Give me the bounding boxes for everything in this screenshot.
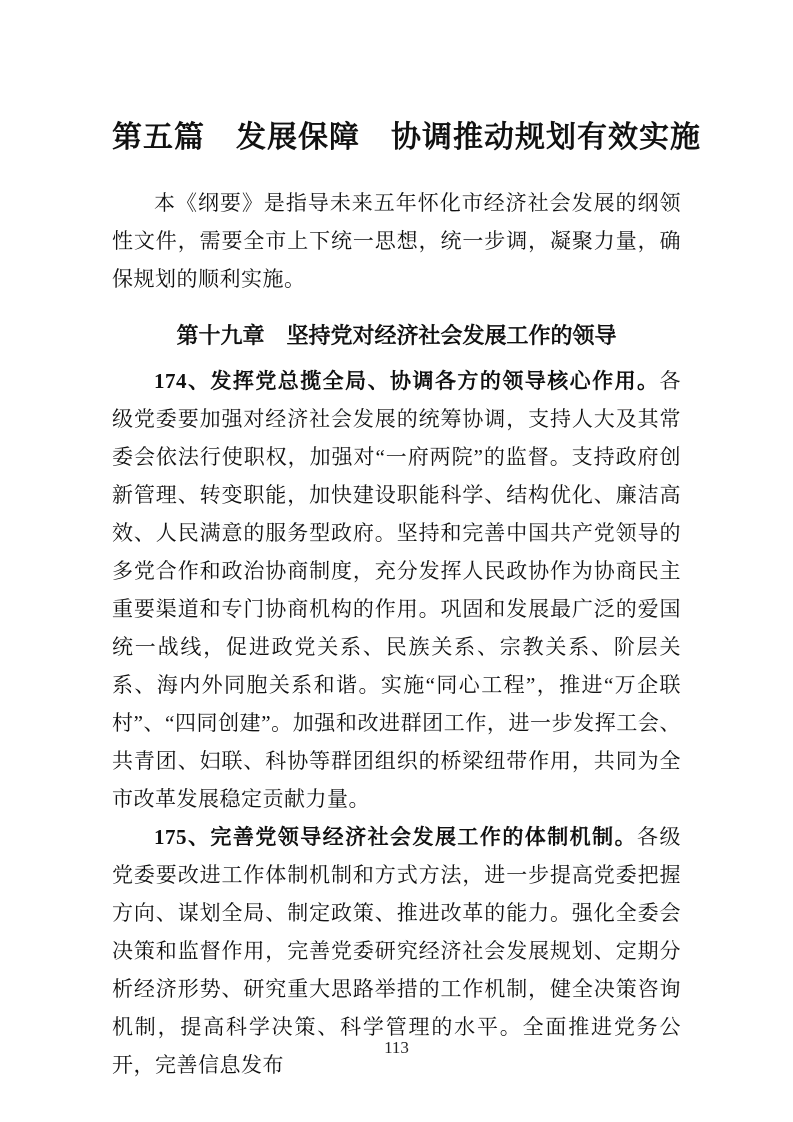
page-number: 113 [384,1038,409,1057]
paragraph-175-body: 各级党委要改进工作体制机制和方式方法，进一步提高党委把握方向、谋划全局、制定政策、推进改革的能力。强化全委会决策和监督作用，完善党委研究经济社会发展规划、定期分析经济形势、研究重大思路举措的工作机制，健全决策咨询机制，提高科学决策、科学管理的水平。全面推进党务公开，完善信息发布 [112,825,682,1077]
paragraph-174-lead: 174、发挥党总揽全局、协调各方的领导核心作用。 [154,369,660,393]
paragraph-174 [112,362,681,818]
document-title: 第五篇 发展保障 协调推动规划有效实施 [112,121,701,154]
chapter-heading: 第十九章 坚持党对经济社会发展工作的领导 [176,323,617,348]
intro-paragraph: 本《纲要》是指导未来五年怀化市经济社会发展的纲领性文件，需要全市上下统一思想，统一步调，凝聚力量，确保规划的顺利实施。 [112,191,681,291]
paragraph-175-lead: 175、完善党领导经济社会发展工作的体制机制。 [154,825,638,849]
paragraph-174-body: 各级党委要加强对经济社会发展的统筹协调，支持人大及其常委会依法行使职权，加强对“一府两院”的监督。支持政府创新管理、转变职能，加快建设职能科学、结构优化、廉洁高效、人民满意的服务型政府。坚持和完善中国共产党领导的多党合作和政治协商制度，充分发挥人民政协作为协商民主重要渠道和专门协商机构的作用。巩固和发展最广泛的爱国统一战线，促进政党关系、民族关系、宗教关系、阶层关系、海内外同胞关系和谐。实施“同心工程”，推进“万企联村”、“四同创建”。加强和改进群团工作，进一步发挥工会、共青团、妇联、科协等群团组织的桥梁纽带作用，共同为全市改革发展稳定贡献力量。 [112,369,681,811]
